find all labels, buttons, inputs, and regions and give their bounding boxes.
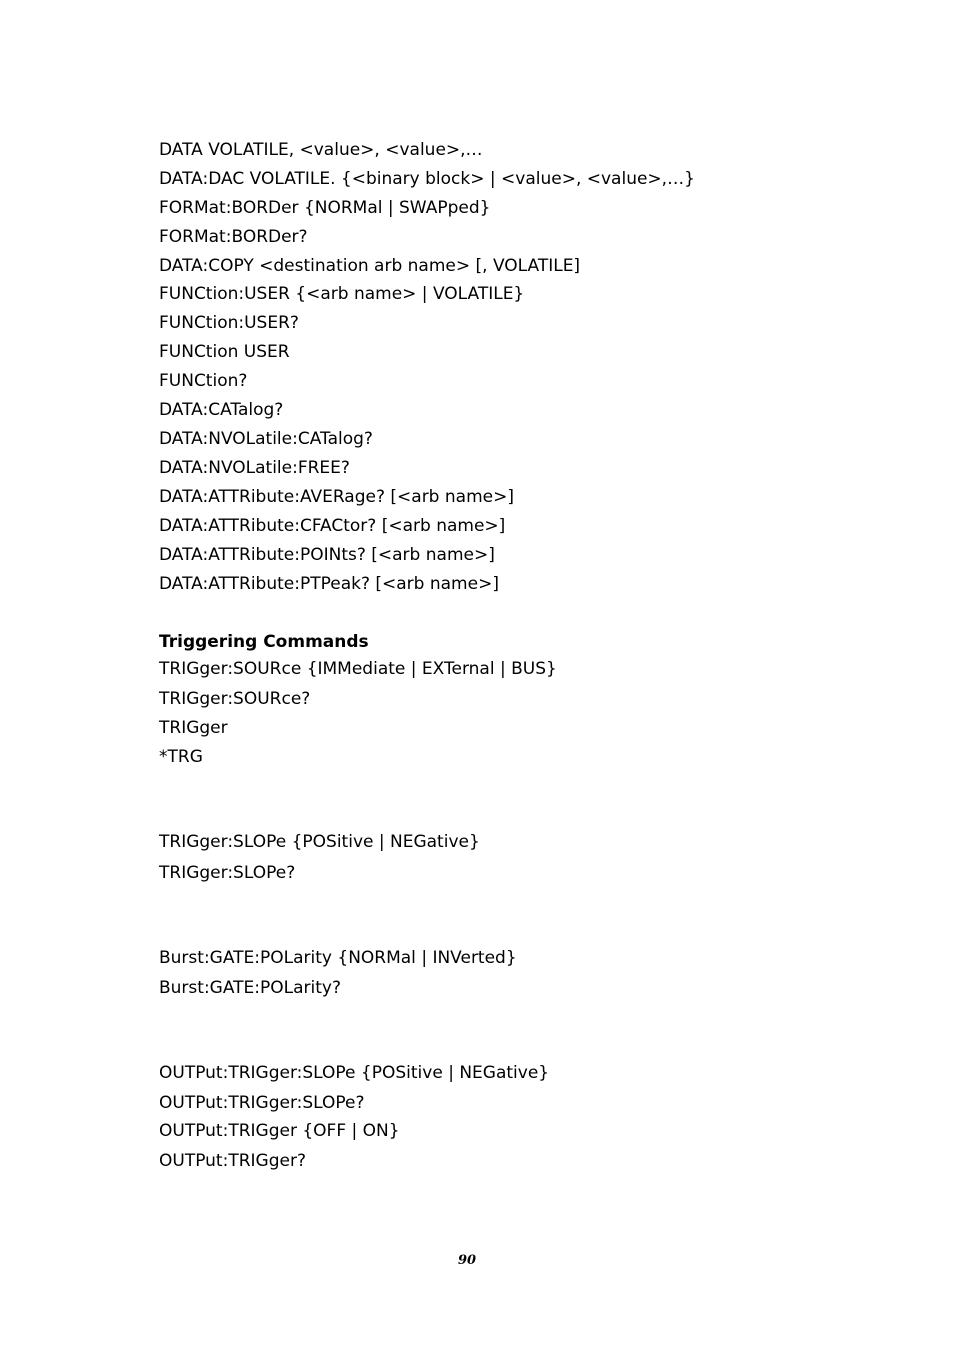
command-line: OUTPut:TRIGger:SLOPe?: [159, 1093, 365, 1113]
page-number: 90: [457, 1253, 477, 1268]
command-line: DATA:ATTRibute:AVERage? [<arb name>]: [159, 487, 514, 507]
command-line: DATA:ATTRibute:POINts? [<arb name>]: [159, 545, 495, 565]
command-line: TRIGger:SOURce?: [159, 689, 311, 709]
section-heading: Triggering Commands: [159, 632, 369, 652]
command-line: TRIGger:SOURce {IMMediate | EXTernal | BUS}: [159, 659, 557, 679]
command-line: FORMat:BORDer?: [159, 227, 308, 247]
command-line: FUNCtion:USER?: [159, 313, 299, 333]
command-line: *TRG: [159, 747, 203, 767]
command-line: Burst:GATE:POLarity {NORMal | INVerted}: [159, 948, 517, 968]
command-line: OUTPut:TRIGger?: [159, 1151, 306, 1171]
command-line: DATA:DAC VOLATILE. {<binary block> | <value>, <value>,…}: [159, 169, 695, 189]
command-line: DATA:ATTRibute:PTPeak? [<arb name>]: [159, 574, 499, 594]
command-line: DATA:COPY <destination arb name> [, VOLATILE]: [159, 256, 581, 276]
command-line: DATA:ATTRibute:CFACtor? [<arb name>]: [159, 516, 506, 536]
command-line: TRIGger: [159, 718, 228, 738]
command-line: Burst:GATE:POLarity?: [159, 978, 341, 998]
command-line: DATA:CATalog?: [159, 400, 284, 420]
command-line: DATA VOLATILE, <value>, <value>,…: [159, 140, 483, 160]
command-line: DATA:NVOLatile:FREE?: [159, 458, 350, 478]
command-line: FUNCtion?: [159, 371, 248, 391]
command-line: TRIGger:SLOPe?: [159, 863, 296, 883]
command-line: FUNCtion USER: [159, 342, 290, 362]
command-line: OUTPut:TRIGger {OFF | ON}: [159, 1121, 400, 1141]
command-line: DATA:NVOLatile:CATalog?: [159, 429, 373, 449]
command-line: TRIGger:SLOPe {POSitive | NEGative}: [159, 832, 480, 852]
command-line: OUTPut:TRIGger:SLOPe {POSitive | NEGative}: [159, 1063, 550, 1083]
command-line: FORMat:BORDer {NORMal | SWAPped}: [159, 198, 491, 218]
command-line: FUNCtion:USER {<arb name> | VOLATILE}: [159, 284, 525, 304]
